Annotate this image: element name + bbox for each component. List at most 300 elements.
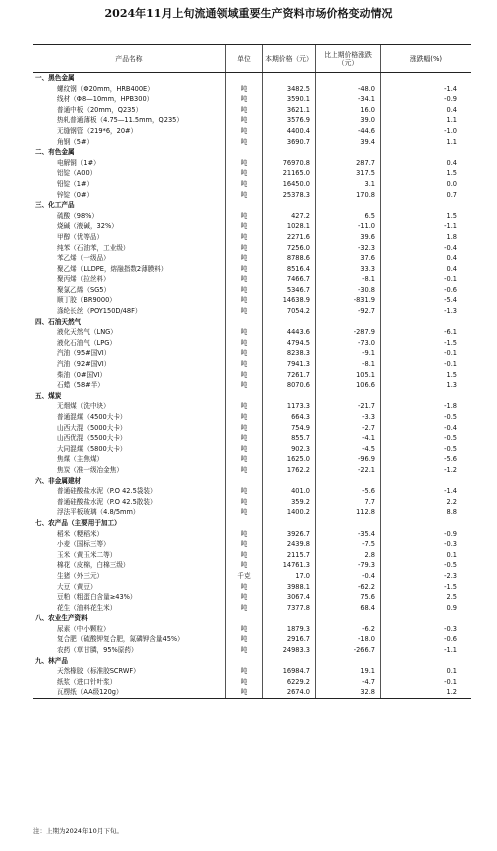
cell-pct — [381, 73, 471, 84]
table-row — [33, 634, 471, 645]
cell-name: 复合肥（硫酸钾复合肥，氮磷钾含量45%） — [33, 634, 226, 645]
cell-change: -9.1 — [316, 348, 381, 359]
table-row — [33, 94, 471, 105]
cell-pct: -0.6 — [444, 635, 457, 644]
cell-name: 顺丁胶（BR9000） — [33, 295, 226, 306]
cell-price: 7261.7 — [263, 370, 316, 381]
cell-price: 1028.1 — [263, 221, 316, 232]
cell-pct: -1.1 — [444, 646, 457, 655]
cell-name: 无烟煤（洗中块） — [33, 401, 226, 412]
cell-pct: 8.8 — [446, 508, 457, 517]
cell-unit: 吨 — [226, 677, 263, 688]
table-row — [33, 560, 471, 571]
cell-pct: -0.1 — [444, 349, 457, 358]
cell-price: 7941.3 — [263, 359, 316, 370]
cell-pct: -0.1 — [444, 677, 457, 686]
cell-unit: 千克 — [226, 571, 263, 582]
table-row — [33, 243, 471, 254]
cell-change — [316, 200, 381, 211]
cell-name: 汽油（92#国VI） — [33, 359, 226, 370]
cell-change: -0.4 — [316, 571, 381, 582]
table-row — [33, 529, 471, 540]
cell-pct: -0.5 — [444, 444, 457, 453]
cell-price: 902.3 — [263, 444, 316, 455]
cell-name: 八、农业生产资料 — [33, 613, 226, 624]
cell-price: 16450.0 — [263, 179, 316, 190]
cell-price: 2674.0 — [263, 687, 316, 698]
cell-change: 75.6 — [316, 592, 381, 603]
cell-unit: 吨 — [226, 634, 263, 645]
cell-unit: 吨 — [226, 264, 263, 275]
cell-name: 山西优混（5500大卡） — [33, 433, 226, 444]
cell-unit — [226, 73, 263, 84]
table-row — [33, 423, 471, 434]
cell-pct: -0.5 — [444, 561, 457, 570]
cell-pct: -0.4 — [444, 243, 457, 252]
cell-change: -21.7 — [316, 401, 381, 412]
cell-price — [263, 613, 316, 624]
cell-price: 3621.1 — [263, 105, 316, 116]
cell-change: 39.6 — [316, 232, 381, 243]
cell-change: -79.3 — [316, 560, 381, 571]
cell-change: -30.8 — [316, 285, 381, 296]
cell-name: 无缝钢管（219*6，20#） — [33, 126, 226, 137]
cell-change: -6.2 — [316, 624, 381, 635]
cell-pct — [381, 518, 471, 529]
table-row — [33, 126, 471, 137]
cell-pct: -0.9 — [444, 529, 457, 538]
cell-change: -4.7 — [316, 677, 381, 688]
cell-price: 16984.7 — [263, 666, 316, 677]
table-row — [33, 582, 471, 593]
cell-change: 32.8 — [316, 687, 381, 698]
cell-unit: 吨 — [226, 253, 263, 264]
table-row — [33, 412, 471, 423]
table-row — [33, 274, 471, 285]
cell-pct: -1.4 — [444, 84, 457, 93]
cell-pct: -5.6 — [444, 455, 457, 464]
cell-price: 14638.9 — [263, 295, 316, 306]
cell-price: 1625.0 — [263, 454, 316, 465]
table-row — [33, 486, 471, 497]
cell-pct: -1.5 — [444, 582, 457, 591]
section-row — [33, 656, 471, 667]
cell-name: 普通中板（20mm，Q235） — [33, 105, 226, 116]
table-row — [33, 444, 471, 455]
cell-price: 76970.8 — [263, 158, 316, 169]
cell-pct: 0.4 — [446, 105, 457, 114]
cell-pct: -0.4 — [444, 423, 457, 432]
cell-change: -44.6 — [316, 126, 381, 137]
table-row — [33, 454, 471, 465]
cell-pct: 1.8 — [446, 232, 457, 241]
page-title: 2024年11月上旬流通领域重要生产资料市场价格变动情况 — [104, 7, 393, 20]
table-row — [33, 550, 471, 561]
cell-price: 21165.0 — [263, 168, 316, 179]
cell-unit — [226, 518, 263, 529]
table-row — [33, 666, 471, 677]
cell-unit: 吨 — [226, 465, 263, 476]
cell-change: 106.6 — [316, 380, 381, 391]
cell-unit: 吨 — [226, 592, 263, 603]
cell-unit: 吨 — [226, 603, 263, 614]
cell-change: 16.0 — [316, 105, 381, 116]
header-unit: 单位 — [226, 45, 263, 72]
footnote: 注：上期为2024年10月下旬。 — [33, 827, 123, 835]
cell-change: 287.7 — [316, 158, 381, 169]
cell-name: 液化石油气（LPG） — [33, 338, 226, 349]
cell-price: 4443.6 — [263, 327, 316, 338]
cell-price: 3988.1 — [263, 582, 316, 593]
cell-unit: 吨 — [226, 327, 263, 338]
cell-pct: -0.3 — [444, 624, 457, 633]
cell-unit: 吨 — [226, 624, 263, 635]
table-row — [33, 380, 471, 391]
cell-price: 2271.6 — [263, 232, 316, 243]
cell-price: 3690.7 — [263, 137, 316, 148]
table-row — [33, 338, 471, 349]
cell-price: 25378.3 — [263, 190, 316, 201]
cell-unit: 吨 — [226, 338, 263, 349]
cell-price: 14761.3 — [263, 560, 316, 571]
cell-pct — [381, 476, 471, 487]
cell-name: 一、黑色金属 — [33, 73, 226, 84]
cell-unit: 吨 — [226, 232, 263, 243]
cell-price: 8516.4 — [263, 264, 316, 275]
table-row — [33, 105, 471, 116]
cell-unit: 吨 — [226, 190, 263, 201]
cell-unit: 吨 — [226, 486, 263, 497]
table-row — [33, 401, 471, 412]
cell-change: -18.0 — [316, 634, 381, 645]
cell-unit: 吨 — [226, 444, 263, 455]
cell-change: -831.9 — [316, 295, 381, 306]
cell-unit — [226, 613, 263, 624]
table-row — [33, 507, 471, 518]
cell-pct: 0.4 — [446, 254, 457, 263]
cell-price: 3926.7 — [263, 529, 316, 540]
cell-pct: -5.4 — [444, 296, 457, 305]
cell-price: 7054.2 — [263, 306, 316, 317]
cell-price: 1762.2 — [263, 465, 316, 476]
cell-pct: 1.5 — [446, 211, 457, 220]
cell-name: 花生（油料花生米） — [33, 603, 226, 614]
cell-unit: 吨 — [226, 433, 263, 444]
cell-name: 玉米（黄玉米二等） — [33, 550, 226, 561]
cell-change: -4.5 — [316, 444, 381, 455]
table-row — [33, 306, 471, 317]
cell-unit: 吨 — [226, 243, 263, 254]
table-row — [33, 624, 471, 635]
cell-pct: -0.5 — [444, 434, 457, 443]
cell-change: -62.2 — [316, 582, 381, 593]
cell-price: 4400.4 — [263, 126, 316, 137]
cell-unit: 吨 — [226, 179, 263, 190]
cell-change: 317.5 — [316, 168, 381, 179]
table-row — [33, 348, 471, 359]
cell-price: 8070.6 — [263, 380, 316, 391]
table-row — [33, 179, 471, 190]
cell-pct — [381, 391, 471, 402]
table-row — [33, 137, 471, 148]
cell-pct: -1.1 — [444, 222, 457, 231]
cell-name: 农药（草甘膦，95%原药） — [33, 645, 226, 656]
section-row — [33, 147, 471, 158]
cell-price: 3590.1 — [263, 94, 316, 105]
cell-pct: 0.9 — [446, 603, 457, 612]
cell-change: 39.4 — [316, 137, 381, 148]
cell-unit: 吨 — [226, 507, 263, 518]
cell-name: 甲醇（优等品） — [33, 232, 226, 243]
cell-price: 7256.0 — [263, 243, 316, 254]
cell-price: 1879.3 — [263, 624, 316, 635]
cell-name: 焦炭（准一级冶金焦） — [33, 465, 226, 476]
table-row — [33, 603, 471, 614]
table-row — [33, 592, 471, 603]
cell-price: 401.0 — [263, 486, 316, 497]
table-row — [33, 158, 471, 169]
cell-change: 68.4 — [316, 603, 381, 614]
cell-price — [263, 518, 316, 529]
cell-unit: 吨 — [226, 221, 263, 232]
cell-price: 2115.7 — [263, 550, 316, 561]
cell-pct — [381, 147, 471, 158]
cell-name: 纯苯（石油苯，工业级） — [33, 243, 226, 254]
cell-change — [316, 391, 381, 402]
cell-change — [316, 317, 381, 328]
cell-name: 聚氯乙烯（SG5） — [33, 285, 226, 296]
cell-pct: 1.2 — [446, 688, 457, 697]
cell-pct: -1.4 — [444, 487, 457, 496]
table-row — [33, 168, 471, 179]
cell-price: 359.2 — [263, 497, 316, 508]
section-row — [33, 391, 471, 402]
cell-pct: -0.6 — [444, 285, 457, 294]
cell-name: 豆粕（粗蛋白含量≥43%） — [33, 592, 226, 603]
table-row — [33, 295, 471, 306]
cell-price: 8238.3 — [263, 348, 316, 359]
cell-price: 2916.7 — [263, 634, 316, 645]
cell-price: 3067.4 — [263, 592, 316, 603]
cell-unit: 吨 — [226, 370, 263, 381]
section-row — [33, 613, 471, 624]
cell-price: 24983.3 — [263, 645, 316, 656]
cell-name: 锌锭（0#） — [33, 190, 226, 201]
cell-change: -73.0 — [316, 338, 381, 349]
cell-name: 普通硅酸盐水泥（P.O 42.5袋装） — [33, 486, 226, 497]
cell-name: 电解铜（1#） — [33, 158, 226, 169]
cell-name: 瓦楞纸（AA级120g） — [33, 687, 226, 698]
cell-name: 铝锭（A00） — [33, 168, 226, 179]
cell-price: 754.9 — [263, 423, 316, 434]
cell-name: 大同混煤（5800大卡） — [33, 444, 226, 455]
table-row — [33, 264, 471, 275]
cell-pct: 0.4 — [446, 264, 457, 273]
cell-unit: 吨 — [226, 105, 263, 116]
cell-price: 855.7 — [263, 433, 316, 444]
cell-name: 热轧普通薄板（4.75—11.5mm，Q235） — [33, 115, 226, 126]
cell-name: 烧碱（液碱，32%） — [33, 221, 226, 232]
cell-price — [263, 73, 316, 84]
cell-change: -48.0 — [316, 84, 381, 95]
cell-price — [263, 147, 316, 158]
table-row — [33, 115, 471, 126]
cell-pct — [381, 200, 471, 211]
cell-name: 聚乙烯（LLDPE，熔融指数2薄膜料） — [33, 264, 226, 275]
cell-change: -11.0 — [316, 221, 381, 232]
section-row — [33, 476, 471, 487]
cell-change: 3.1 — [316, 179, 381, 190]
cell-change — [316, 613, 381, 624]
table-row — [33, 571, 471, 582]
cell-price — [263, 200, 316, 211]
table-row — [33, 190, 471, 201]
table-row — [33, 465, 471, 476]
cell-change: 2.8 — [316, 550, 381, 561]
cell-change: -287.9 — [316, 327, 381, 338]
cell-name: 苯乙烯（一级品） — [33, 253, 226, 264]
cell-pct: -0.3 — [444, 540, 457, 549]
cell-unit: 吨 — [226, 84, 263, 95]
cell-name: 五、煤炭 — [33, 391, 226, 402]
cell-pct: -0.9 — [444, 95, 457, 104]
cell-name: 石蜡（58#半） — [33, 380, 226, 391]
cell-change: 19.1 — [316, 666, 381, 677]
cell-name: 天然橡胶（标准胶SCRWF） — [33, 666, 226, 677]
cell-price — [263, 656, 316, 667]
cell-change: 105.1 — [316, 370, 381, 381]
cell-name: 棉花（皮棉，白棉三级） — [33, 560, 226, 571]
cell-change: -3.3 — [316, 412, 381, 423]
cell-pct: 0.0 — [446, 179, 457, 188]
cell-price: 3576.9 — [263, 115, 316, 126]
cell-change: 170.8 — [316, 190, 381, 201]
cell-unit: 吨 — [226, 274, 263, 285]
cell-name: 七、农产品（主要用于加工） — [33, 518, 226, 529]
cell-name: 三、化工产品 — [33, 200, 226, 211]
cell-price: 664.3 — [263, 412, 316, 423]
cell-pct: 1.3 — [446, 381, 457, 390]
cell-pct — [381, 613, 471, 624]
cell-unit: 吨 — [226, 454, 263, 465]
table-row — [33, 84, 471, 95]
cell-pct: -1.0 — [444, 126, 457, 135]
cell-change: -34.1 — [316, 94, 381, 105]
cell-pct: 0.4 — [446, 158, 457, 167]
cell-unit: 吨 — [226, 359, 263, 370]
cell-unit: 吨 — [226, 423, 263, 434]
cell-pct: -0.1 — [444, 275, 457, 284]
cell-change: -266.7 — [316, 645, 381, 656]
cell-name: 汽油（95#国VI） — [33, 348, 226, 359]
cell-name: 大豆（黄豆） — [33, 582, 226, 593]
cell-unit: 吨 — [226, 497, 263, 508]
cell-name: 涤纶长丝（POY150D/48F） — [33, 306, 226, 317]
cell-pct: -1.3 — [444, 307, 457, 316]
table-row — [33, 645, 471, 656]
cell-unit: 吨 — [226, 168, 263, 179]
cell-unit — [226, 147, 263, 158]
cell-price: 4794.5 — [263, 338, 316, 349]
cell-unit: 吨 — [226, 539, 263, 550]
cell-unit: 吨 — [226, 560, 263, 571]
table-row — [33, 687, 471, 698]
price-table — [33, 44, 471, 699]
cell-price: 7466.7 — [263, 274, 316, 285]
table-row — [33, 232, 471, 243]
table-header — [33, 44, 471, 73]
cell-unit: 吨 — [226, 412, 263, 423]
cell-change: -8.1 — [316, 359, 381, 370]
section-row — [33, 200, 471, 211]
cell-price: 6229.2 — [263, 677, 316, 688]
cell-pct: 2.2 — [446, 497, 457, 506]
cell-unit: 吨 — [226, 115, 263, 126]
cell-change: 37.6 — [316, 253, 381, 264]
cell-name: 焦煤（主焦煤） — [33, 454, 226, 465]
cell-price: 7377.8 — [263, 603, 316, 614]
cell-unit: 吨 — [226, 582, 263, 593]
cell-pct: 2.5 — [446, 593, 457, 602]
cell-pct: 1.5 — [446, 370, 457, 379]
cell-pct: 0.7 — [446, 190, 457, 199]
cell-change: 7.7 — [316, 497, 381, 508]
cell-name: 螺纹钢（Φ20mm，HRB400E） — [33, 84, 226, 95]
cell-change: -8.1 — [316, 274, 381, 285]
cell-pct: -0.1 — [444, 360, 457, 369]
cell-price: 1400.2 — [263, 507, 316, 518]
cell-unit: 吨 — [226, 211, 263, 222]
cell-name: 尿素（中小颗粒） — [33, 624, 226, 635]
cell-name: 稻米（粳稻米） — [33, 529, 226, 540]
cell-unit — [226, 391, 263, 402]
cell-name: 纸浆（进口针叶浆） — [33, 677, 226, 688]
cell-unit: 吨 — [226, 645, 263, 656]
cell-unit: 吨 — [226, 306, 263, 317]
cell-price: 17.0 — [263, 571, 316, 582]
cell-change: -32.3 — [316, 243, 381, 254]
cell-unit: 吨 — [226, 529, 263, 540]
cell-name: 铅锭（1#） — [33, 179, 226, 190]
cell-change: -92.7 — [316, 306, 381, 317]
cell-change: -22.1 — [316, 465, 381, 476]
cell-price — [263, 317, 316, 328]
cell-unit: 吨 — [226, 687, 263, 698]
cell-change: -35.4 — [316, 529, 381, 540]
cell-unit — [226, 656, 263, 667]
cell-change: 39.0 — [316, 115, 381, 126]
cell-pct: -1.5 — [444, 338, 457, 347]
cell-pct: 1.1 — [446, 116, 457, 125]
cell-pct: -6.1 — [444, 328, 457, 337]
cell-name: 线材（Φ8—10mm，HPB300） — [33, 94, 226, 105]
section-row — [33, 73, 471, 84]
cell-change — [316, 476, 381, 487]
cell-name: 九、林产品 — [33, 656, 226, 667]
cell-change: -96.9 — [316, 454, 381, 465]
cell-name: 小麦（国标三等） — [33, 539, 226, 550]
cell-unit — [226, 317, 263, 328]
cell-name: 角钢（5#） — [33, 137, 226, 148]
cell-change — [316, 656, 381, 667]
cell-price — [263, 476, 316, 487]
table-row — [33, 359, 471, 370]
cell-unit: 吨 — [226, 401, 263, 412]
cell-name: 山西大混（5000大卡） — [33, 423, 226, 434]
section-row — [33, 518, 471, 529]
header-pct: 涨跌幅(%) — [409, 54, 443, 63]
table-row — [33, 539, 471, 550]
